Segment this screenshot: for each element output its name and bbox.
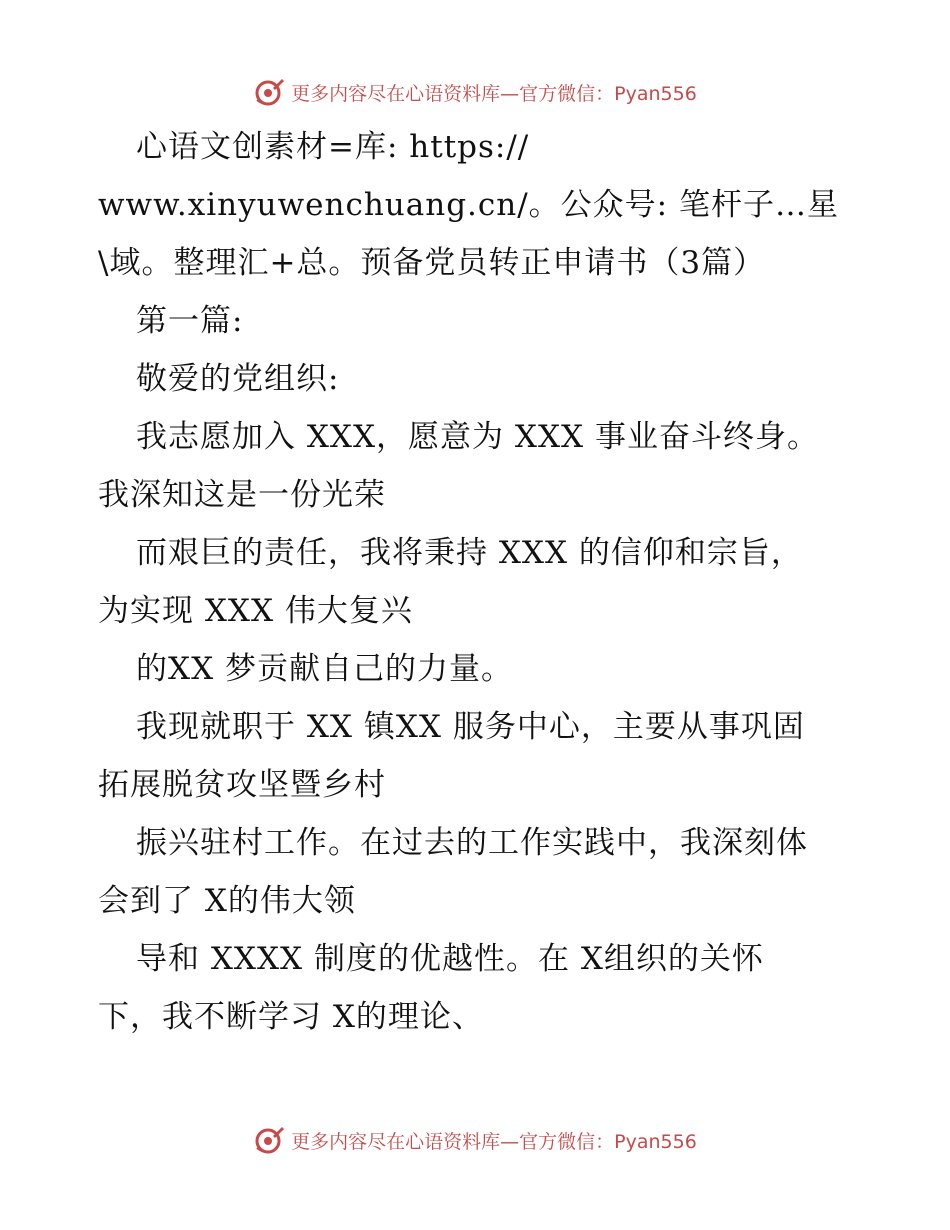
- text-line: 第一篇:: [136, 303, 244, 339]
- text-line: 的XX 梦贡献自己的力量。: [136, 651, 513, 687]
- text-line: 敬爱的党组织:: [136, 361, 340, 397]
- banner-text: 更多内容尽在心语资料库—官方微信：Pyan556: [291, 1130, 697, 1153]
- text-line: 导和 XXXX 制度的优越性。在 X组织的关怀: [136, 941, 764, 977]
- text-line: www.xinyuwenchuang.cn/。公众号: 笔杆子…星: [98, 187, 839, 223]
- brush-logo-icon: [253, 1124, 285, 1156]
- header-watermark-banner: [0, 72, 950, 112]
- footer-watermark-banner: [0, 1120, 950, 1160]
- text-line: 会到了 X的伟大领: [98, 883, 356, 919]
- text-line: 心语文创素材=库: https://: [136, 129, 530, 165]
- text-line: 我现就职于 XX 镇XX 服务中心，主要从事巩固: [136, 709, 805, 745]
- text-line: 拓展脱贫攻坚暨乡村: [98, 767, 386, 803]
- text-line: 我深知这是一份光荣: [98, 477, 386, 513]
- brush-logo-icon: [253, 76, 285, 108]
- banner-text: 更多内容尽在心语资料库—官方微信：Pyan556: [291, 82, 697, 105]
- text-line: 而艰巨的责任，我将秉持 XXX 的信仰和宗旨，: [136, 535, 803, 571]
- text-line: 下，我不断学习 X的理论、: [98, 999, 484, 1035]
- text-line: 我志愿加入 XXX，愿意为 XXX 事业奋斗终身。: [136, 419, 819, 455]
- document-body: [98, 118, 858, 1046]
- text-line: \域。整理汇+总。预备党员转正申请书（3篇）: [98, 245, 766, 281]
- text-line: 为实现 XXX 伟大复兴: [98, 593, 413, 629]
- text-line: 振兴驻村工作。在过去的工作实践中，我深刻体: [136, 825, 808, 861]
